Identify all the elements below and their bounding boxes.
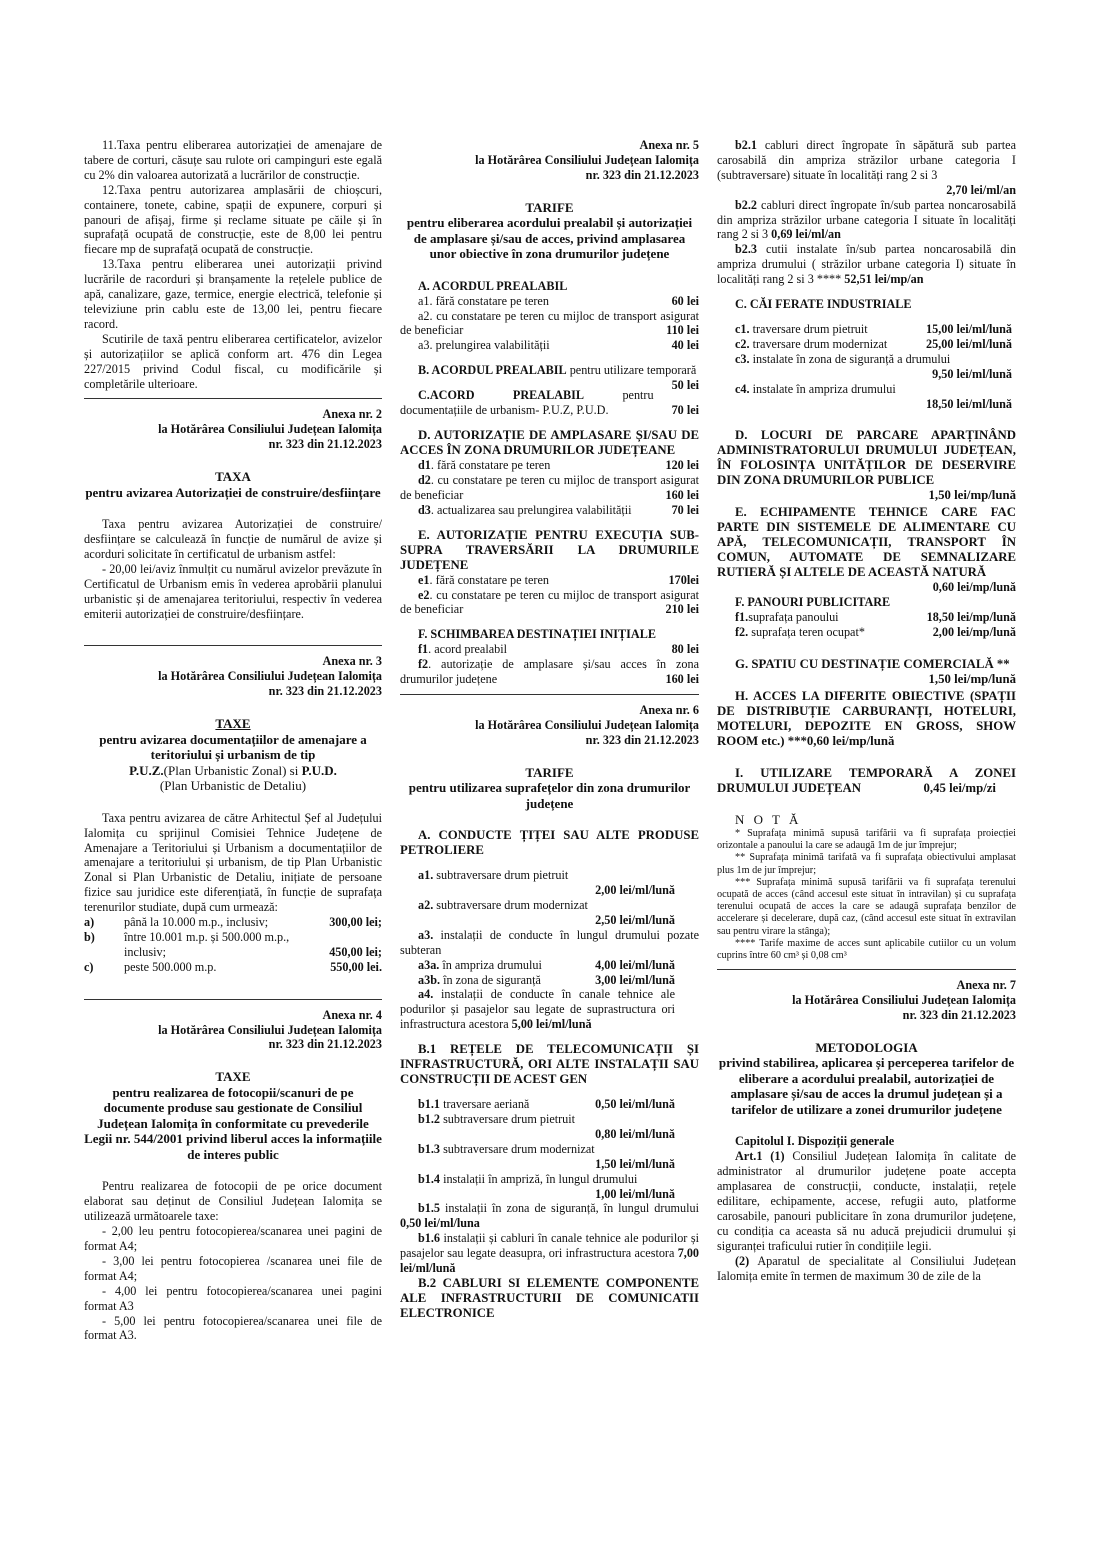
tax-row-b: b) între 10.001 m.p. și 500.000 m.p., xyxy=(84,929,290,944)
usage-value: 1,00 lei/ml/lună xyxy=(595,1186,675,1201)
tax-row-c: c) peste 500.000 m.p. 550,00 lei. xyxy=(84,959,382,974)
annex-decision: la Hotărârea Consiliului Județean Ialomița xyxy=(475,152,699,167)
tariff-row-d2: d2. cu constatare pe teren cu mijloc de transport asigurat de beneficiar 160 lei xyxy=(400,472,699,502)
note-heading: N O T Ă xyxy=(735,812,802,828)
section-c: C.ACORD PREALABIL pentru documentațiile de urbanism- P.U.Z, P.U.D. 70 lei xyxy=(400,388,699,418)
usage-row-c2: c2. traversare drum modernizat 25,00 lei/ml/lună xyxy=(735,336,1012,351)
section-a-heading: A. CONDUCTE ȚIȚEI SAU ALTE PRODUSE PETROLIERE xyxy=(400,828,699,858)
section-i: I. UTILIZARE TEMPORARĂ A ZONEI DRUMULUI JUDEȚEAN 0,45 lei/mp/zi xyxy=(717,766,1016,796)
note-3: *** Suprafața minimă supusă tarifării va fi suprafața terenului ocupată de acces (când accesul este situat în intravilan) și cu suprafața terenului ocupată de acces la care se adaugă suprafața benzilor de accelerare și decelerare, după caz, (când accesul este situat în extravilan sau pentru virare la stânga); xyxy=(717,876,1016,937)
annex-subtitle: pentru realizarea de fotocopii/scanuri de pe documente produse sau gestionate de Consiliul Județean Ialomița în conformitate cu prevederile Legii nr. 544/2001 privind liberul acces la informațiile de interes public xyxy=(84,1084,382,1162)
annex-7 xyxy=(717,978,1016,1283)
divider xyxy=(400,694,699,695)
annex-title: TARIFE xyxy=(525,764,574,780)
annex-decision: la Hotărârea Consiliului Județean Ialomița xyxy=(158,1022,382,1037)
section-b1-heading: B.1 REȚELE DE TELECOMUNICAȚII ȘI INFRASTRUCTURĂ, ORI ALTE INSTALAȚII SAU CONSTRUCȚII DE ACEST GEN xyxy=(400,1042,699,1087)
usage-value: 1,50 lei/ml/lună xyxy=(595,1156,675,1171)
tariff-row-f1: f1. acord prealabil 80 lei xyxy=(418,642,699,657)
section-a-heading: A. ACORDUL PREALABIL xyxy=(418,278,568,293)
annex-title: TAXA xyxy=(215,469,251,485)
usage-row-b23: b2.3 cutii instalate în/sub partea noncarosabilă din ampriza drumului ( străzilor urbane categoria I) situate în localități rang 2 si 3 **** 52,51 lei/mp/an xyxy=(717,242,1016,287)
usage-row-a1: a1. subtraversare drum pietruit xyxy=(418,868,569,883)
tariff-row-a3: a3. prelungirea valabilității 40 lei xyxy=(418,338,699,353)
annex-date: nr. 323 din 21.12.2023 xyxy=(268,1037,382,1052)
annex-4-paragraph: Pentru realizarea de fotocopii de pe orice document elaborat sau deținut de Consiliul Județean Ialomița se utilizează următoarele taxe: xyxy=(84,1179,382,1224)
annex-6 xyxy=(400,703,699,1321)
tax-row-a: a) până la 10.000 m.p., inclusiv; 300,00 lei; xyxy=(84,915,382,930)
usage-row-b16: b1.6 instalații și cabluri în canale tehnice ale podurilor și pasajelor sau legate deasupra, ori infrastructura acestora 7,00 lei/ml/lună xyxy=(400,1231,700,1276)
fee-item: - 3,00 lei pentru fotocopierea /scanarea unei file de format A4; xyxy=(84,1253,382,1283)
usage-row-f2: f2. suprafața teren ocupat* 2,00 lei/mp/lună xyxy=(735,625,1016,640)
annex-date: nr. 323 din 21.12.2023 xyxy=(585,732,699,747)
annex-decision: la Hotărârea Consiliului Județean Ialomița xyxy=(475,717,699,732)
annex-decision: la Hotărârea Consiliului Județean Ialomița xyxy=(158,669,382,684)
note-4: **** Tarife maxime de acces sunt aplicabile cutiilor cu un volum cuprins între 60 cm³ și 0,08 cm³ xyxy=(717,937,1016,961)
article-1-paragraph-1: Art.1 (1) Consiliul Județean Ialomița în calitate de administrator al drumurilor județene poate accepta amplasarea de construcții, conducte, instalații, rețele edilitare, echipamente, accese, refugii auto, platforme carosabile, panouri publicitare în zona drumurilor județene, cu condiția ca aceasta să nu aducă prejudicii drumului și siguranței traficului rutier în condițiile legii. xyxy=(717,1149,1016,1253)
annex-subtitle: pentru avizarea Autorizației de construire/desființare xyxy=(85,484,381,500)
usage-value: 2,70 lei/ml/an xyxy=(946,182,1016,197)
usage-value: 18,50 lei/ml/lună xyxy=(926,396,1012,411)
section-e-heading: E. AUTORIZAȚIE PENTRU EXECUȚIA SUB-SUPRA TRAVERSĂRII LA DRUMURILE JUDEȚENE xyxy=(400,527,699,572)
column-3 xyxy=(717,138,1016,1283)
section-e-heading: E. ECHIPAMENTE TEHNICE CARE FAC PARTE DIN SISTEMELE DE ALIMENTARE CU APĂ, TELECOMUNICAȚII, TRANSPORT ÎN COMUN, AUTOMATE DE SEMNALIZARE RUTIERĂ ȘI ALTELE DE ACEASTĂ NATURĂ xyxy=(717,505,1016,580)
tax-row-b-cont: inclusiv; 450,00 lei; xyxy=(124,944,382,959)
column-1 xyxy=(84,138,382,1343)
paragraph-11: 11.Taxa pentru eliberarea autorizației de amenajare de tabere de corturi, căsuțe sau rulote ori campinguri este egală cu 2% din valoarea autorizată a lucrărilor de construcție. xyxy=(84,138,382,182)
annex-number: Anexa nr. 4 xyxy=(322,1007,382,1022)
usage-row-a3a: a3a. în ampriza drumului 4,00 lei/ml/lună xyxy=(418,957,675,972)
usage-value: 9,50 lei/ml/lună xyxy=(932,366,1012,381)
usage-row-b15: b1.5 instalații în zona de siguranță, în lungul drumului 0,50 lei/ml/luna xyxy=(400,1201,699,1231)
annex-number: Anexa nr. 6 xyxy=(639,702,699,717)
fee-item: - 4,00 lei pentru fotocopierea/scanarea unei pagini format A3 xyxy=(84,1283,382,1313)
divider xyxy=(84,398,382,399)
annex-title: TARIFE xyxy=(525,199,574,215)
usage-row-a2: a2. subtraversare drum modernizat xyxy=(418,897,588,912)
usage-row-c3: c3. instalate în zona de siguranță a drumului xyxy=(735,351,951,366)
section-b2-heading: B.2 CABLURI SI ELEMENTE COMPONENTE ALE INFRASTRUCTURII DE COMUNICATII ELECTRONICE xyxy=(400,1276,699,1320)
paragraph-12: 12.Taxa pentru autorizarea amplasării de chioșcuri, containere, tonete, cabine, spații de expunere, corpuri și panouri de afișaj, firme și reclame situate pe căile și în suprafață ocupată de construcție, este de 8,00 lei pentru fiecare mp de suprafață ocupată de construcție. xyxy=(84,182,382,257)
usage-row-a3: a3. instalații de conducte în lungul drumului pozate subteran xyxy=(400,927,699,957)
column-2 xyxy=(400,138,699,1321)
annex-date: nr. 323 din 21.12.2023 xyxy=(268,684,382,699)
divider xyxy=(84,645,382,646)
annex-number: Anexa nr. 7 xyxy=(956,978,1016,993)
annex-2-paragraph-2: - 20,00 lei/aviz înmulțit cu numărul avizelor prevăzute în Certificatul de Urbanism emis în vederea aprobării planului urbanistic și de amenajarea teritoriului, respectiv în vederea emiterii autorizației de construire/desființare. xyxy=(84,561,382,621)
usage-row-c4: c4. instalate în ampriza drumului xyxy=(735,381,896,396)
annex-title: TAXE xyxy=(215,716,251,732)
usage-row-a3b: a3b. în zona de siguranță 3,00 lei/ml/lună xyxy=(418,972,675,987)
tariff-row-a2: a2. cu constatare pe teren cu mijloc de transport asigurat de beneficiar 110 lei xyxy=(400,308,699,338)
annex-date: nr. 323 din 21.12.2023 xyxy=(902,1007,1016,1022)
annex-date: nr. 323 din 21.12.2023 xyxy=(585,167,699,182)
annex-date: nr. 323 din 21.12.2023 xyxy=(268,437,382,452)
section-h: H. ACCES LA DIFERITE OBIECTIVE (SPAȚII DE DISTRIBUȚIE CARBURANȚI, HOTELURI, MOTELURI, DEPOZITE EN GROSS, SHOW ROOM etc.) ***0,60 lei/mp/lună xyxy=(717,689,1016,749)
usage-row-b21: b2.1 cabluri direct îngropate în săpătură sub partea carosabilă din ampriza străzilor urbane categoria I (subtraversare) situate în localități rang 2 si 3 xyxy=(717,138,1016,182)
divider xyxy=(84,999,382,1000)
tariff-row-d3: d3. actualizarea sau prelungirea valabilității 70 lei xyxy=(418,502,699,517)
tariff-row-d1: d1. fără constatare pe teren 120 lei xyxy=(418,457,699,472)
section-g: G. SPATIU CU DESTINAȚIE COMERCIALĂ ** 1,50 lei/mp/lună xyxy=(735,657,1016,687)
chapter-heading: Capitolul I. Dispoziții generale xyxy=(735,1134,895,1149)
usage-row-f1: f1.suprafața panoului 18,50 lei/mp/lună xyxy=(735,610,1016,625)
annex-5 xyxy=(400,138,699,687)
fee-item: - 5,00 lei pentru fotocopierea/scanarea unei file de format A3. xyxy=(84,1313,382,1343)
annex-2 xyxy=(84,407,382,621)
note-1: * Suprafața minimă supusă tarifării va fi suprafața proiecției orizontale a panoului la care se adaugă 1m de jur împrejur; xyxy=(717,827,1016,852)
usage-row-b12: b1.2 subtraversare drum pietruit xyxy=(418,1112,576,1127)
annex-decision: la Hotărârea Consiliului Județean Ialomița xyxy=(158,422,382,437)
section-f-heading: F. PANOURI PUBLICITARE xyxy=(735,595,891,610)
usage-row-b11: b1.1 traversare aeriană 0,50 lei/ml/lună xyxy=(418,1097,675,1112)
annex-2-paragraph-1: Taxa pentru avizarea Autorizației de construire/ desființare se calculează în funcție de numărul de avize și acorduri solicitate în certificatul de urbanism astfel: xyxy=(84,517,382,561)
annex-decision: la Hotărârea Consiliului Județean Ialomița xyxy=(792,993,1016,1008)
usage-row-c1: c1. traversare drum pietruit 15,00 lei/ml/lună xyxy=(735,321,1012,336)
paragraph-13: 13.Taxa pentru eliberarea unei autorizații privind lucrările de racorduri și branșamente la rețelele publice de apă, canalizare, gaze, termice, energie electrică, telefonie și televiziune prin cablu este de 13,00 lei, pentru fiecare racord. xyxy=(84,257,382,331)
paragraph-scutiri: Scutirile de taxă pentru eliberarea certificatelor, avizelor și autorizațiilor se aplică conform art. 476 din Legea 227/2015 privind Codul fiscal, cu modificările și completările ulterioare. xyxy=(84,331,382,391)
usage-row-b22: b2.2 cabluri direct îngropate în/sub partea noncarosabilă din ampriza străzilor urbane categoria I situate în localități rang 2 si 3 0,69 lei/ml/an xyxy=(717,197,1016,242)
annex-subtitle: pentru avizarea documentațiilor de amenajare a teritoriului și urbanism de tip P.U.Z.(Plan Urbanistic Zonal) si P.U.D. xyxy=(99,731,367,778)
annex-3 xyxy=(84,654,382,974)
usage-row-b14: b1.4 instalații în ampriză, în lungul drumului xyxy=(418,1171,638,1186)
usage-row-a4: a4. instalații de conducte în canale tehnice ale podurilor și pasajelor sau legate de suprastructura ori infrastructura acestora 5,00 lei/ml/lună xyxy=(400,987,675,1032)
annex-subtitle-2: (Plan Urbanistic de Detaliu) xyxy=(159,778,307,794)
usage-value: 2,50 lei/ml/lună xyxy=(595,912,675,927)
divider xyxy=(717,969,1016,970)
annex-number: Anexa nr. 3 xyxy=(322,654,382,669)
section-c-heading: C. CĂI FERATE INDUSTRIALE xyxy=(735,297,912,312)
usage-row-b13: b1.3 subtraversare drum modernizat xyxy=(418,1141,595,1156)
annex-number: Anexa nr. 5 xyxy=(639,138,699,152)
annex-title: METODOLOGIA xyxy=(815,1039,918,1055)
section-b: B. ACORDUL PREALABIL pentru utilizare temporară 50 lei xyxy=(418,363,699,393)
fee-item: - 2,00 leu pentru fotocopierea/scanarea unei pagini de format A4; xyxy=(84,1224,382,1253)
section-d-heading: D. AUTORIZAȚIE DE AMPLASARE ȘI/SAU DE ACCES ÎN ZONA DRUMURILOR JUDEȚEANE xyxy=(400,427,699,457)
tariff-row-f2: f2. autorizație de amplasare și/sau acces în zona drumurilor județene 160 lei xyxy=(400,657,699,687)
usage-value: 0,60 lei/mp/lună xyxy=(932,580,1016,595)
annex-title: TAXE xyxy=(215,1069,251,1085)
annex-subtitle: pentru utilizarea suprafețelor din zona drumurilor județene xyxy=(408,780,691,811)
tariff-row-e1: e1. fără constatare pe teren 170lei xyxy=(418,572,699,587)
annex-subtitle: pentru eliberarea acordului prealabil și autorizației de amplasare și/sau de acces, privind amplasarea unor obiective în zona drumurilor județene xyxy=(406,215,693,262)
annex-3-paragraph: Taxa pentru avizarea de către Arhitectul Șef al Județului Ialomița cu sprijinul Comisiei Tehnice Județene de Amenajare a Teritoriului și Urbanism a documentațiilor de amenajare a teritoriului și urbanism, de tip Plan Urbanistic Zonal si Plan Urbanistic de Detaliu, inițiate de persoane fizice sau juridice este diferențiată, în funcție de suprafața terenurilor studiate, după cum urmează: xyxy=(84,810,382,915)
section-d-heading: D. LOCURI DE PARCARE APARȚINÂND ADMINISTRATORULUI DRUMULUI JUDEȚEAN, ÎN FOLOSINȚA UNITĂȚILOR DE DESERVIRE DIN ZONA DRUMURILOR PUBLICE 1,50 lei/mp/lună xyxy=(717,428,1016,503)
usage-value: 2,00 lei/ml/lună xyxy=(595,883,675,898)
note-2: ** Suprafața minimă tarifată va fi suprafața obiectivului amplasat plus 1m de jur împrejur; xyxy=(717,852,1016,876)
usage-value: 0,80 lei/ml/lună xyxy=(595,1126,675,1141)
annex-4 xyxy=(84,1008,382,1344)
tariff-row-e2: e2. cu constatare pe teren cu mijloc de transport asigurat de beneficiar 210 lei xyxy=(400,587,699,617)
article-1-paragraph-2: (2) Aparatul de specialitate al Consiliului Județean Ialomița emite în termen de maximum 30 de zile de la xyxy=(717,1253,1016,1283)
annex-number: Anexa nr. 2 xyxy=(322,407,382,422)
annex-subtitle: privind stabilirea, aplicarea și perceperea tarifelor de eliberare a acordului prealabil, autorizației de amplasare și/sau de acces la drumul județean și a tarifelor de utilizare a zonei drumurilor județene xyxy=(718,1055,1015,1117)
tariff-row-a1: a1. fără constatare pe teren 60 lei xyxy=(418,293,699,308)
section-f-heading: F. SCHIMBAREA DESTINAȚIEI INIȚIALE xyxy=(418,627,656,642)
